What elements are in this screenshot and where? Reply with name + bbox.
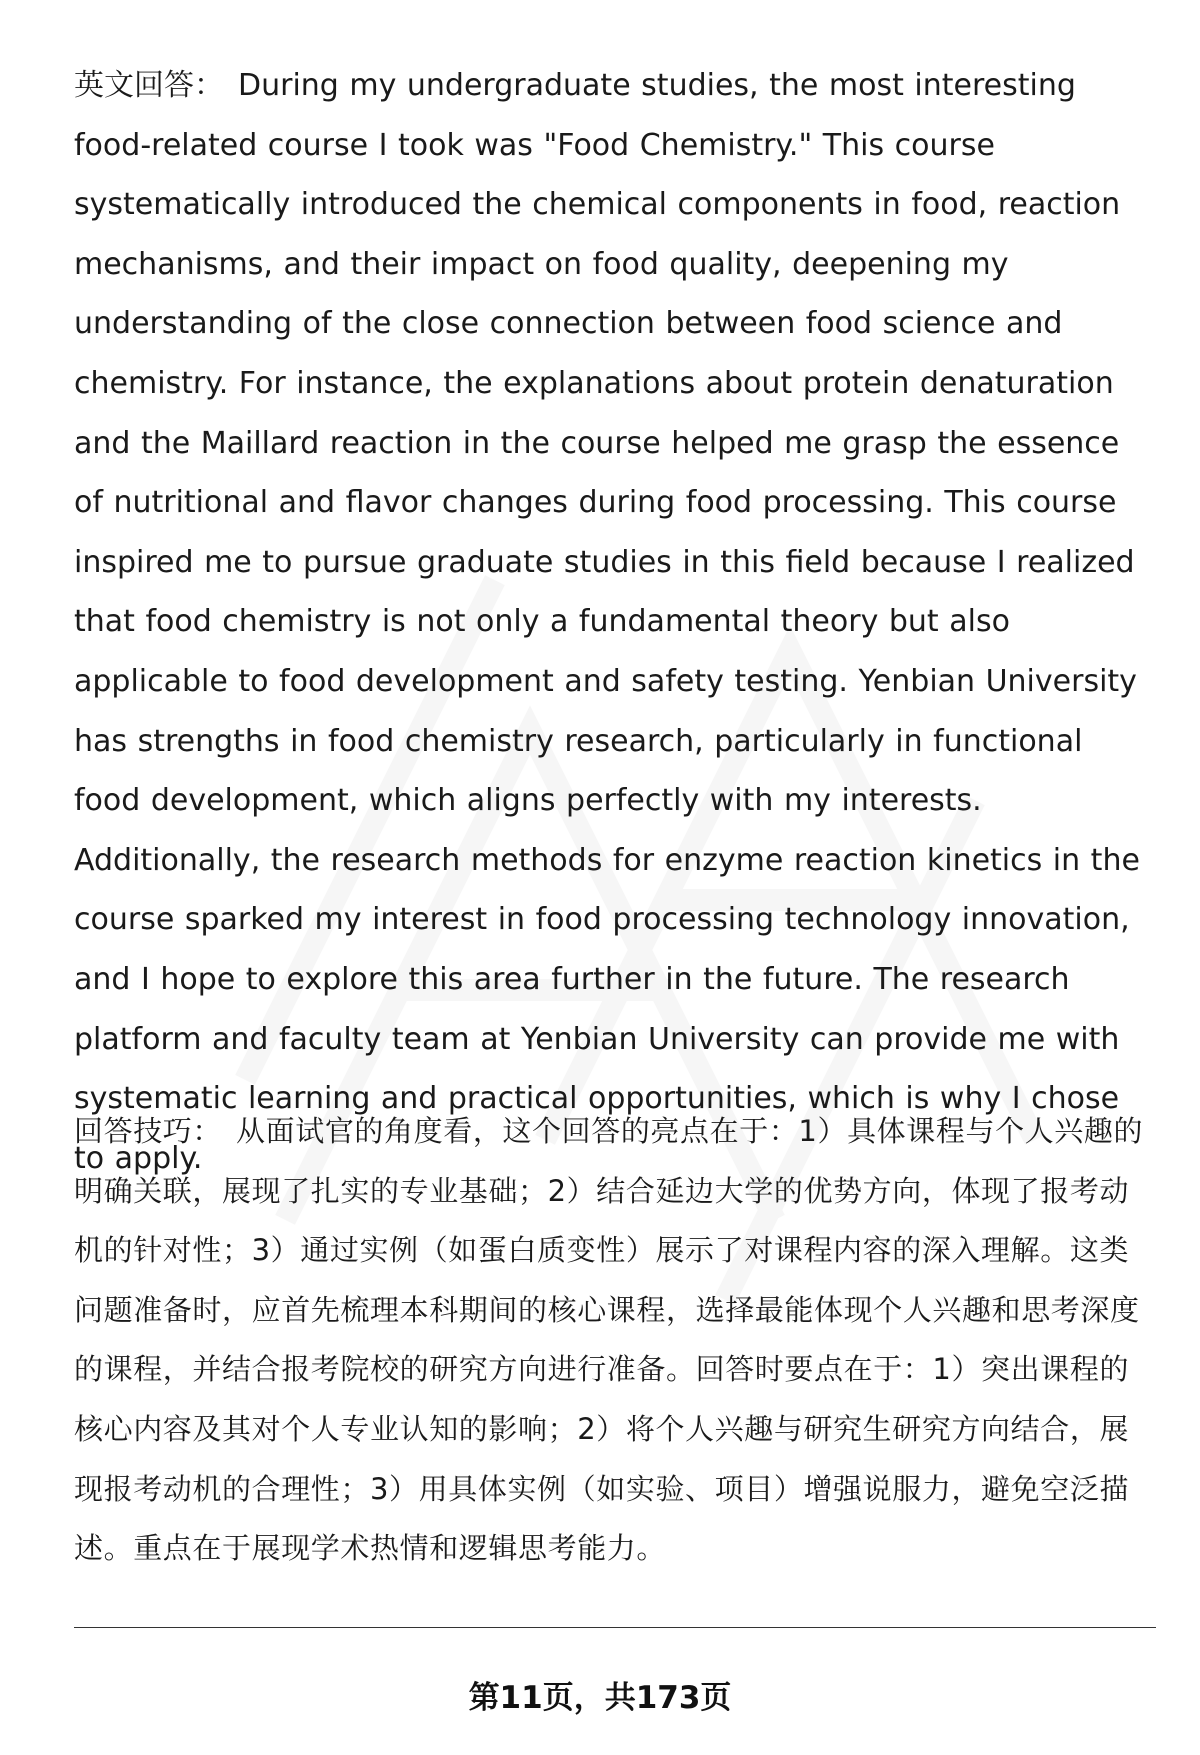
answer-tips-paragraph bbox=[74, 1102, 1154, 1579]
english-answer-paragraph bbox=[74, 56, 1154, 1188]
answer-tips-text: 从面试官的角度看，这个回答的亮点在于：1）具体课程与个人兴趣的明确关联，展现了扎实的专业基础；2）结合延边大学的优势方向，体现了报考动机的针对性；3）通过实例（如蛋白质变性）展示了对课程内容的深入理解。这类问题准备时，应首先梳理本科期间的核心课程，选择最能体现个人兴趣和思考深度的课程，并结合报考院校的研究方向进行准备。回答时要点在于：1）突出课程的核心内容及其对个人专业认知的影响；2）将个人兴趣与研究生研究方向结合，展现报考动机的合理性；3）用具体实例（如实验、项目）增强说服力，避免空泛描述。重点在于展现学术热情和逻辑思考能力。 bbox=[74, 1114, 1144, 1566]
footer-divider bbox=[74, 1627, 1156, 1628]
english-answer-label: 英文回答： bbox=[74, 68, 224, 103]
english-answer-text: During my undergraduate studies, the most interesting food-related course I took was "Food Chemistry." This course systematically introduced the chemical components in food, reaction mechanisms, and their impact on food quality, deepening my understanding of the close connection between food science and chemistry. For instance, the explanations about protein denaturation and the Maillard reaction in the course helped me grasp the essence of nutritional and flavor changes during food processing. This course inspired me to pursue graduate studies in this field because I realized that food chemistry is not only a fundamental theory but also applicable to food development and safety testing. Yenbian University has strengths in food chemistry research, particularly in functional food development, which aligns perfectly with my interests. Additionally, the research methods for enzyme reaction kinetics in the course sparked my interest in food processing technology innovation, and I hope to explore this area further in the future. The research platform and faculty team at Yenbian University can provide me with systematic learning and practical opportunities, which is why I chose to apply. bbox=[74, 68, 1140, 1176]
answer-tips-label: 回答技巧： bbox=[74, 1114, 223, 1148]
page-indicator: 第11页，共173页 bbox=[468, 1680, 732, 1716]
